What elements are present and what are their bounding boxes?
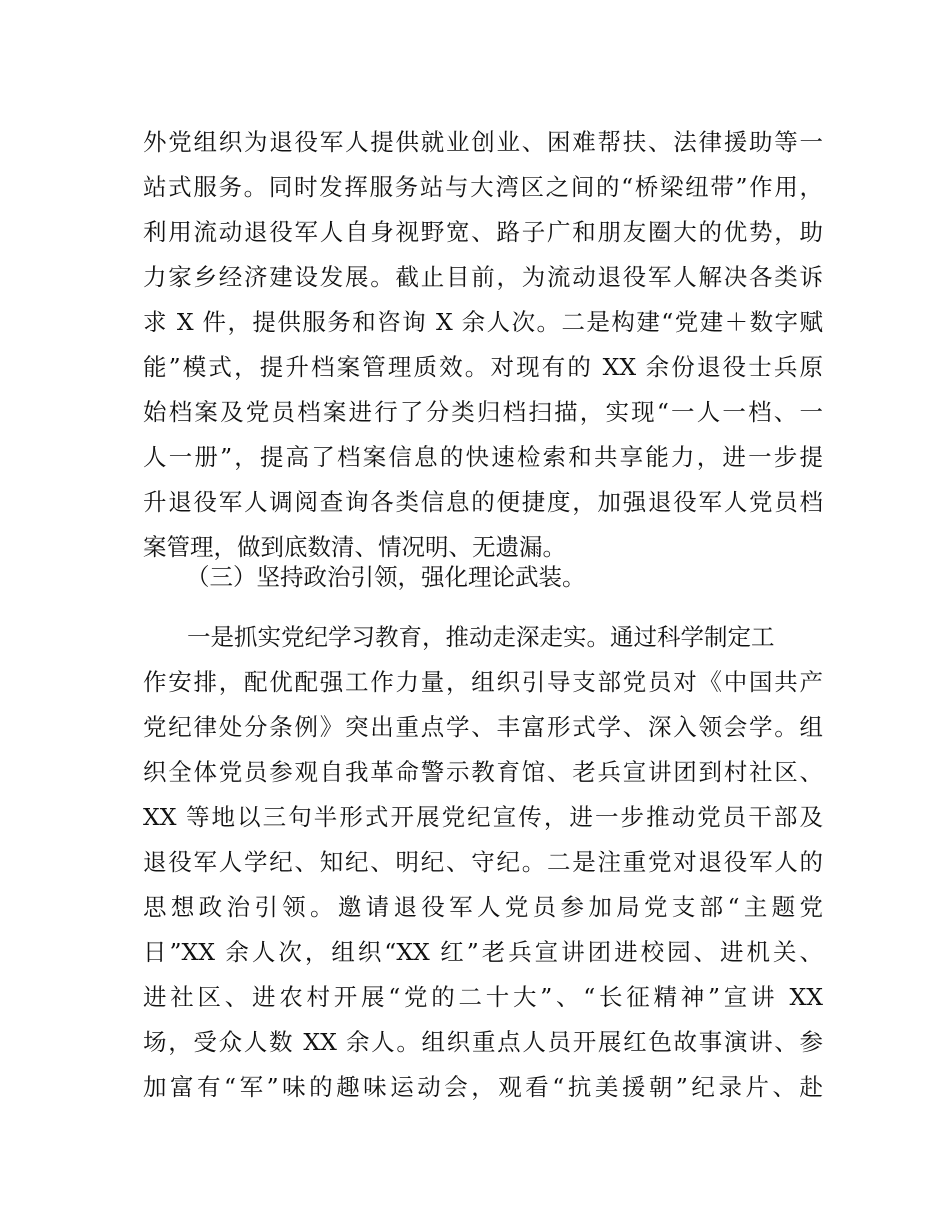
text-line: 日”XX 余人次，组织“XX 红”老兵宣讲团进校园、进机关、 — [143, 938, 823, 966]
text-line: 能”模式，提升档案管理质效。对现有的 XX 余份退役士兵原 — [143, 353, 823, 381]
text-line: 升退役军人调阅查询各类信息的便捷度，加强退役军人党员档 — [143, 488, 823, 516]
text-line: 作安排，配优配强工作力量，组织引导支部党员对《中国共产 — [143, 668, 823, 696]
section-heading: （三）坚持政治引领，强化理论武装。 — [186, 563, 586, 591]
text-line: 利用流动退役军人自身视野宽、路子广和朋友圈大的优势，助 — [143, 218, 823, 246]
text-line: 进社区、进农村开展“党的二十大”、“长征精神”宣讲 XX — [143, 983, 823, 1011]
text-line: 织全体党员参观自我革命警示教育馆、老兵宣讲团到村社区、 — [143, 758, 823, 786]
text-line-first: 一是抓实党纪学习教育，推动走深走实。通过科学制定工 — [187, 623, 775, 651]
text-line: 外党组织为退役军人提供就业创业、困难帮扶、法律援助等一 — [143, 128, 823, 156]
text-line: 退役军人学纪、知纪、明纪、守纪。二是注重党对退役军人的 — [143, 848, 823, 876]
paragraph-body — [143, 615, 823, 1110]
text-line: 人一册”，提高了档案信息的快速检索和共享能力，进一步提 — [143, 443, 823, 471]
text-line: 始档案及党员档案进行了分类归档扫描，实现“一人一档、一 — [143, 398, 823, 426]
text-line: 思想政治引领。邀请退役军人党员参加局党支部“主题党 — [143, 893, 823, 921]
text-line: 站式服务。同时发挥服务站与大湾区之间的“桥梁纽带”作用， — [143, 173, 823, 201]
text-line: 党纪律处分条例》突出重点学、丰富形式学、深入领会学。组 — [143, 713, 823, 741]
paragraph-continued — [143, 120, 823, 570]
text-line: 力家乡经济建设发展。截止目前，为流动退役军人解决各类诉 — [143, 263, 823, 291]
text-line: XX 等地以三句半形式开展党纪宣传，进一步推动党员干部及 — [143, 803, 823, 831]
text-line-last: 案管理，做到底数清、情况明、无遗漏。 — [143, 533, 566, 561]
text-line: 加富有“军”味的趣味运动会，观看“抗美援朝”纪录片、赴 — [143, 1073, 823, 1101]
text-line: 场，受众人数 XX 余人。组织重点人员开展红色故事演讲、参 — [143, 1028, 823, 1056]
text-line: 求 X 件，提供服务和咨询 X 余人次。二是构建“党建＋数字赋 — [143, 308, 823, 336]
